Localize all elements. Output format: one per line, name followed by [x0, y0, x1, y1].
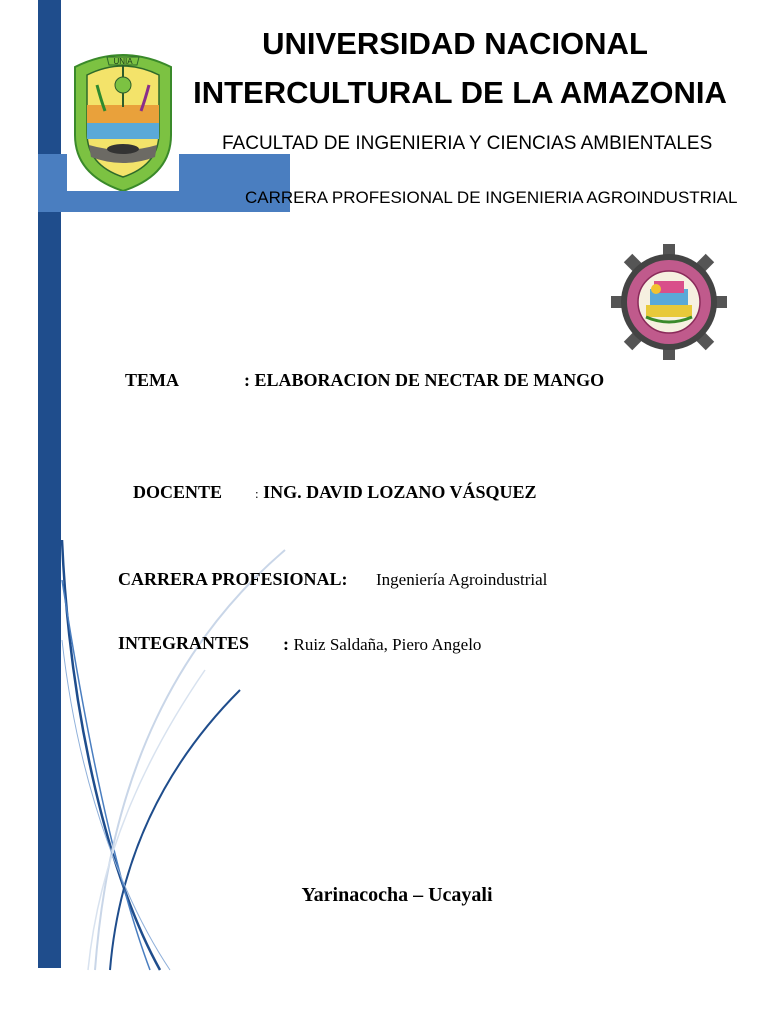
docente-value-group [255, 482, 537, 503]
career-name: CARRERA PROFESIONAL DE INGENIERIA AGROINDUSTRIAL [245, 188, 738, 207]
university-name-line2: INTERCULTURAL DE LA AMAZONIA [193, 75, 727, 110]
docente-colon: : [255, 486, 259, 501]
integrantes-colon: : [283, 634, 289, 654]
university-seal-icon [67, 45, 179, 191]
location-footer: Yarinacocha – Ucayali [301, 884, 493, 906]
agroindustrial-gear-logo [610, 243, 728, 361]
faculty-name: FACULTAD DE INGENIERIA Y CIENCIAS AMBIENTALES [222, 133, 713, 154]
integrantes-label: INTEGRANTES [118, 633, 250, 653]
tema-label: TEMA [125, 370, 179, 390]
docente-value: ING. DAVID LOZANO VÁSQUEZ [263, 482, 537, 502]
carrera-value: Ingeniería Agroindustrial [376, 570, 548, 589]
tema-value: : ELABORACION DE NECTAR DE MANGO [244, 370, 605, 390]
university-seal-logo [67, 45, 179, 191]
seal-acronym: UNIA [113, 57, 133, 66]
integrantes-value-group [283, 634, 481, 655]
university-name-line1: UNIVERSIDAD NACIONAL [262, 26, 648, 61]
integrantes-value: Ruiz Saldaña, Piero Angelo [293, 635, 482, 654]
docente-label: DOCENTE [133, 482, 223, 502]
carrera-label: CARRERA PROFESIONAL: [118, 569, 348, 589]
agroindustrial-gear-seal-icon [610, 243, 728, 361]
